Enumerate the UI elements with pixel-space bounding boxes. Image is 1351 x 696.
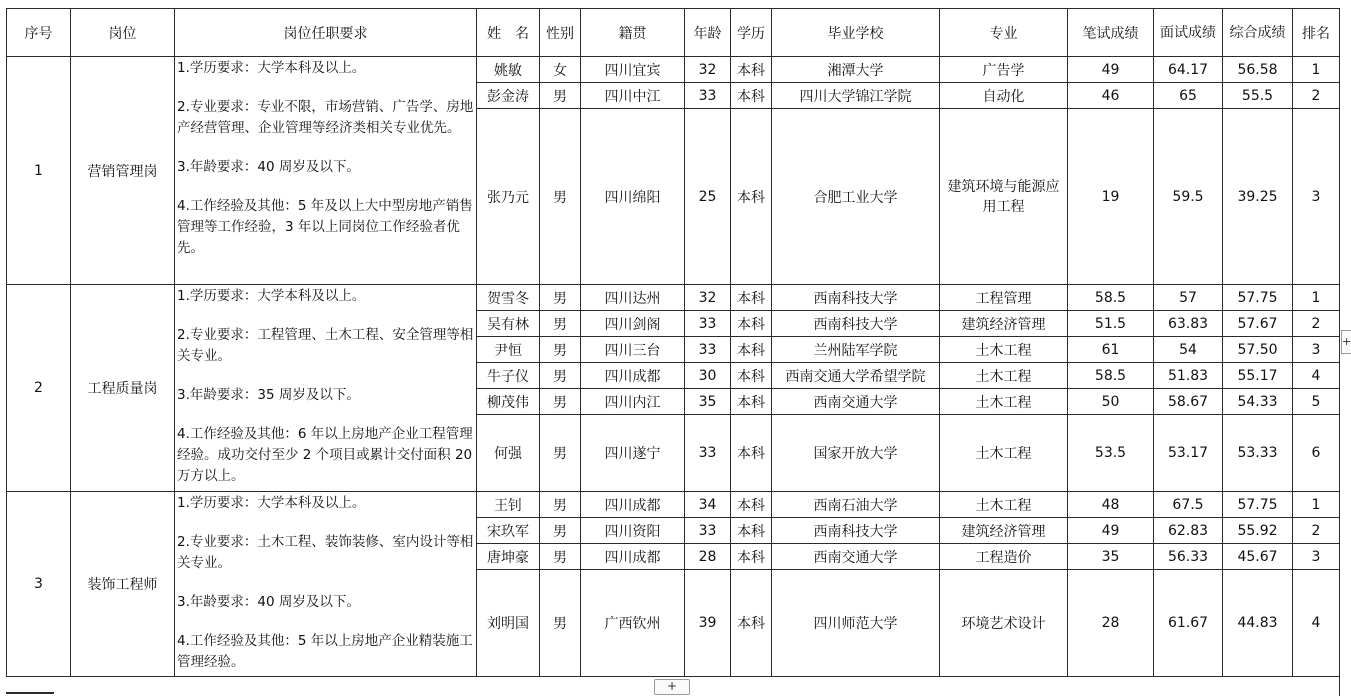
total-score: 55.5: [1223, 83, 1293, 109]
interview-score: 57: [1154, 285, 1223, 311]
total-score: 56.58: [1223, 57, 1293, 83]
header-name: 姓 名: [477, 9, 540, 57]
table-row: [7, 492, 1340, 518]
candidate-gender: 男: [540, 83, 581, 109]
requirement-item: 4.工作经验及其他：6 年以上房地产企业工程管理经验。成功交付至少 2 个项目或累计交付面积 20 万方以上。: [177, 426, 473, 484]
candidate-education: 本科: [731, 285, 772, 311]
header-row: [7, 9, 1340, 57]
candidate-gender: 男: [540, 311, 581, 337]
candidate-major: 工程造价: [940, 544, 1068, 570]
candidate-name: 唐坤豪: [477, 544, 540, 570]
header-post: 岗位: [71, 9, 175, 57]
candidate-rank: 2: [1293, 83, 1340, 109]
candidate-major: 土木工程: [940, 337, 1068, 363]
written-score: 49: [1068, 57, 1154, 83]
candidate-school: 西南科技大学: [772, 311, 940, 337]
table-body: [7, 57, 1340, 677]
candidate-age: 28: [685, 544, 731, 570]
candidate-school: 西南石油大学: [772, 492, 940, 518]
candidate-name: 尹恒: [477, 337, 540, 363]
requirement-item: 3.年龄要求：40 周岁及以下。: [177, 159, 360, 175]
candidate-gender: 男: [540, 570, 581, 677]
candidate-education: 本科: [731, 389, 772, 415]
candidate-education: 本科: [731, 518, 772, 544]
candidate-major: 建筑经济管理: [940, 518, 1068, 544]
group-post: 营销管理岗: [71, 57, 175, 285]
candidate-age: 33: [685, 415, 731, 492]
requirement-item: 1.学历要求：大学本科及以上。: [177, 288, 366, 304]
results-table: [6, 8, 1340, 677]
total-score: 45.67: [1223, 544, 1293, 570]
candidate-origin: 四川中江: [581, 83, 685, 109]
interview-score: 65: [1154, 83, 1223, 109]
candidate-origin: 四川成都: [581, 492, 685, 518]
candidate-name: 张乃元: [477, 109, 540, 285]
interview-score: 54: [1154, 337, 1223, 363]
written-score: 58.5: [1068, 363, 1154, 389]
candidate-school: 西南科技大学: [772, 518, 940, 544]
written-score: 49: [1068, 518, 1154, 544]
candidate-origin: 四川成都: [581, 363, 685, 389]
interview-score: 62.83: [1154, 518, 1223, 544]
candidate-gender: 男: [540, 544, 581, 570]
written-score: 58.5: [1068, 285, 1154, 311]
candidate-age: 32: [685, 285, 731, 311]
requirement-item: 2.专业要求：专业不限，市场营销、广告学、房地产经营管理、企业管理等经济类相关专业优先。: [177, 99, 474, 136]
written-score: 46: [1068, 83, 1154, 109]
candidate-school: 湘潭大学: [772, 57, 940, 83]
candidate-rank: 3: [1293, 337, 1340, 363]
requirement-item: 4.工作经验及其他：5 年以上房地产企业精装施工管理经验。: [177, 633, 473, 670]
candidate-gender: 男: [540, 389, 581, 415]
candidate-major: 土木工程: [940, 492, 1068, 518]
table-row: [7, 285, 1340, 311]
total-score: 55.92: [1223, 518, 1293, 544]
candidate-name: 王钊: [477, 492, 540, 518]
candidate-gender: 男: [540, 285, 581, 311]
candidate-rank: 1: [1293, 57, 1340, 83]
interview-score: 61.67: [1154, 570, 1223, 677]
candidate-origin: 四川宜宾: [581, 57, 685, 83]
group-seq: 1: [7, 57, 71, 285]
candidate-age: 32: [685, 57, 731, 83]
total-score: 39.25: [1223, 109, 1293, 285]
written-score: 53.5: [1068, 415, 1154, 492]
candidate-age: 33: [685, 337, 731, 363]
candidate-school: 西南科技大学: [772, 285, 940, 311]
candidate-education: 本科: [731, 415, 772, 492]
group-requirements: [175, 57, 477, 285]
candidate-name: 彭金涛: [477, 83, 540, 109]
group-requirements: [175, 285, 477, 492]
candidate-school: 西南交通大学: [772, 544, 940, 570]
candidate-age: 33: [685, 311, 731, 337]
total-score: 57.67: [1223, 311, 1293, 337]
candidate-rank: 2: [1293, 311, 1340, 337]
candidate-origin: 四川内江: [581, 389, 685, 415]
candidate-major: 自动化: [940, 83, 1068, 109]
candidate-rank: 3: [1293, 109, 1340, 285]
requirement-item: 4.工作经验及其他：5 年及以上大中型房地产销售管理等工作经验，3 年以上同岗位工作经验者优先。: [177, 198, 473, 256]
candidate-education: 本科: [731, 83, 772, 109]
candidate-rank: 3: [1293, 544, 1340, 570]
written-score: 51.5: [1068, 311, 1154, 337]
header-written-score: 笔试成绩: [1068, 9, 1154, 57]
group-post: 装饰工程师: [71, 492, 175, 677]
candidate-school: 合肥工业大学: [772, 109, 940, 285]
requirement-item: 2.专业要求：工程管理、土木工程、安全管理等相关专业。: [177, 327, 474, 364]
written-score: 35: [1068, 544, 1154, 570]
total-score: 54.33: [1223, 389, 1293, 415]
candidate-age: 35: [685, 389, 731, 415]
candidate-major: 建筑经济管理: [940, 311, 1068, 337]
candidate-education: 本科: [731, 311, 772, 337]
written-score: 50: [1068, 389, 1154, 415]
requirement-item: 3.年龄要求：35 周岁及以下。: [177, 387, 360, 403]
total-score: 57.75: [1223, 285, 1293, 311]
candidate-rank: 5: [1293, 389, 1340, 415]
candidate-gender: 男: [540, 337, 581, 363]
candidate-major: 土木工程: [940, 363, 1068, 389]
header-gender: 性别: [540, 9, 581, 57]
requirement-item: 1.学历要求：大学本科及以上。: [177, 60, 366, 76]
header-seq: 序号: [7, 9, 71, 57]
add-column-button[interactable]: +: [1341, 330, 1351, 354]
candidate-name: 姚敏: [477, 57, 540, 83]
candidate-school: 四川大学锦江学院: [772, 83, 940, 109]
candidate-rank: 6: [1293, 415, 1340, 492]
candidate-name: 贺雪冬: [477, 285, 540, 311]
total-score: 55.17: [1223, 363, 1293, 389]
candidate-school: 国家开放大学: [772, 415, 940, 492]
candidate-origin: 四川成都: [581, 544, 685, 570]
candidate-origin: 广西钦州: [581, 570, 685, 677]
interview-score: 51.83: [1154, 363, 1223, 389]
candidate-name: 吴有林: [477, 311, 540, 337]
candidate-school: 四川师范大学: [772, 570, 940, 677]
total-score: 53.33: [1223, 415, 1293, 492]
candidate-origin: 四川绵阳: [581, 109, 685, 285]
candidate-gender: 男: [540, 363, 581, 389]
candidate-age: 39: [685, 570, 731, 677]
candidate-gender: 男: [540, 492, 581, 518]
candidate-gender: 男: [540, 415, 581, 492]
total-score: 44.83: [1223, 570, 1293, 677]
candidate-school: 西南交通大学: [772, 389, 940, 415]
candidate-major: 广告学: [940, 57, 1068, 83]
candidate-rank: 1: [1293, 285, 1340, 311]
group-seq: 2: [7, 285, 71, 492]
interview-score: 67.5: [1154, 492, 1223, 518]
group-seq: 3: [7, 492, 71, 677]
candidate-education: 本科: [731, 544, 772, 570]
candidate-origin: 四川遂宁: [581, 415, 685, 492]
header-school: 毕业学校: [772, 9, 940, 57]
header-total-score: 综合成绩: [1223, 9, 1293, 57]
candidate-school: 兰州陆军学院: [772, 337, 940, 363]
candidate-education: 本科: [731, 363, 772, 389]
table-corner: [1339, 674, 1351, 696]
header-requirements: 岗位任职要求: [175, 9, 477, 57]
requirement-item: 3.年龄要求：40 周岁及以下。: [177, 594, 360, 610]
candidate-origin: 四川资阳: [581, 518, 685, 544]
candidate-age: 33: [685, 83, 731, 109]
written-score: 48: [1068, 492, 1154, 518]
candidate-rank: 4: [1293, 570, 1340, 677]
candidate-major: 建筑环境与能源应用工程: [940, 109, 1068, 285]
candidate-major: 土木工程: [940, 389, 1068, 415]
interview-score: 64.17: [1154, 57, 1223, 83]
bottom-rule: [6, 692, 54, 694]
interview-score: 58.67: [1154, 389, 1223, 415]
header-age: 年龄: [685, 9, 731, 57]
requirement-item: 1.学历要求：大学本科及以上。: [177, 495, 366, 511]
table-row: [7, 57, 1340, 83]
requirement-item: 2.专业要求：土木工程、装饰装修、室内设计等相关专业。: [177, 534, 474, 571]
candidate-major: 土木工程: [940, 415, 1068, 492]
candidate-name: 何强: [477, 415, 540, 492]
add-row-button[interactable]: +: [654, 679, 690, 695]
group-post: 工程质量岗: [71, 285, 175, 492]
total-score: 57.50: [1223, 337, 1293, 363]
candidate-major: 环境艺术设计: [940, 570, 1068, 677]
interview-score: 56.33: [1154, 544, 1223, 570]
candidate-age: 25: [685, 109, 731, 285]
candidate-age: 34: [685, 492, 731, 518]
candidate-education: 本科: [731, 570, 772, 677]
written-score: 19: [1068, 109, 1154, 285]
candidate-education: 本科: [731, 57, 772, 83]
candidate-major: 工程管理: [940, 285, 1068, 311]
candidate-rank: 2: [1293, 518, 1340, 544]
candidate-gender: 男: [540, 109, 581, 285]
group-requirements: [175, 492, 477, 677]
candidate-origin: 四川三台: [581, 337, 685, 363]
header-interview-score: 面试成绩: [1154, 9, 1223, 57]
candidate-origin: 四川达州: [581, 285, 685, 311]
candidate-school: 西南交通大学希望学院: [772, 363, 940, 389]
candidate-gender: 女: [540, 57, 581, 83]
candidate-education: 本科: [731, 109, 772, 285]
candidate-age: 30: [685, 363, 731, 389]
written-score: 61: [1068, 337, 1154, 363]
candidate-rank: 4: [1293, 363, 1340, 389]
candidate-name: 宋玖军: [477, 518, 540, 544]
interview-score: 59.5: [1154, 109, 1223, 285]
total-score: 57.75: [1223, 492, 1293, 518]
written-score: 28: [1068, 570, 1154, 677]
interview-score: 63.83: [1154, 311, 1223, 337]
candidate-gender: 男: [540, 518, 581, 544]
candidate-education: 本科: [731, 337, 772, 363]
candidate-name: 柳茂伟: [477, 389, 540, 415]
candidate-rank: 1: [1293, 492, 1340, 518]
candidate-name: 刘明国: [477, 570, 540, 677]
header-education: 学历: [731, 9, 772, 57]
candidate-name: 牛子仪: [477, 363, 540, 389]
interview-score: 53.17: [1154, 415, 1223, 492]
header-origin: 籍贯: [581, 9, 685, 57]
candidate-age: 33: [685, 518, 731, 544]
candidate-education: 本科: [731, 492, 772, 518]
candidate-origin: 四川剑阁: [581, 311, 685, 337]
header-rank: 排名: [1293, 9, 1340, 57]
header-major: 专业: [940, 9, 1068, 57]
